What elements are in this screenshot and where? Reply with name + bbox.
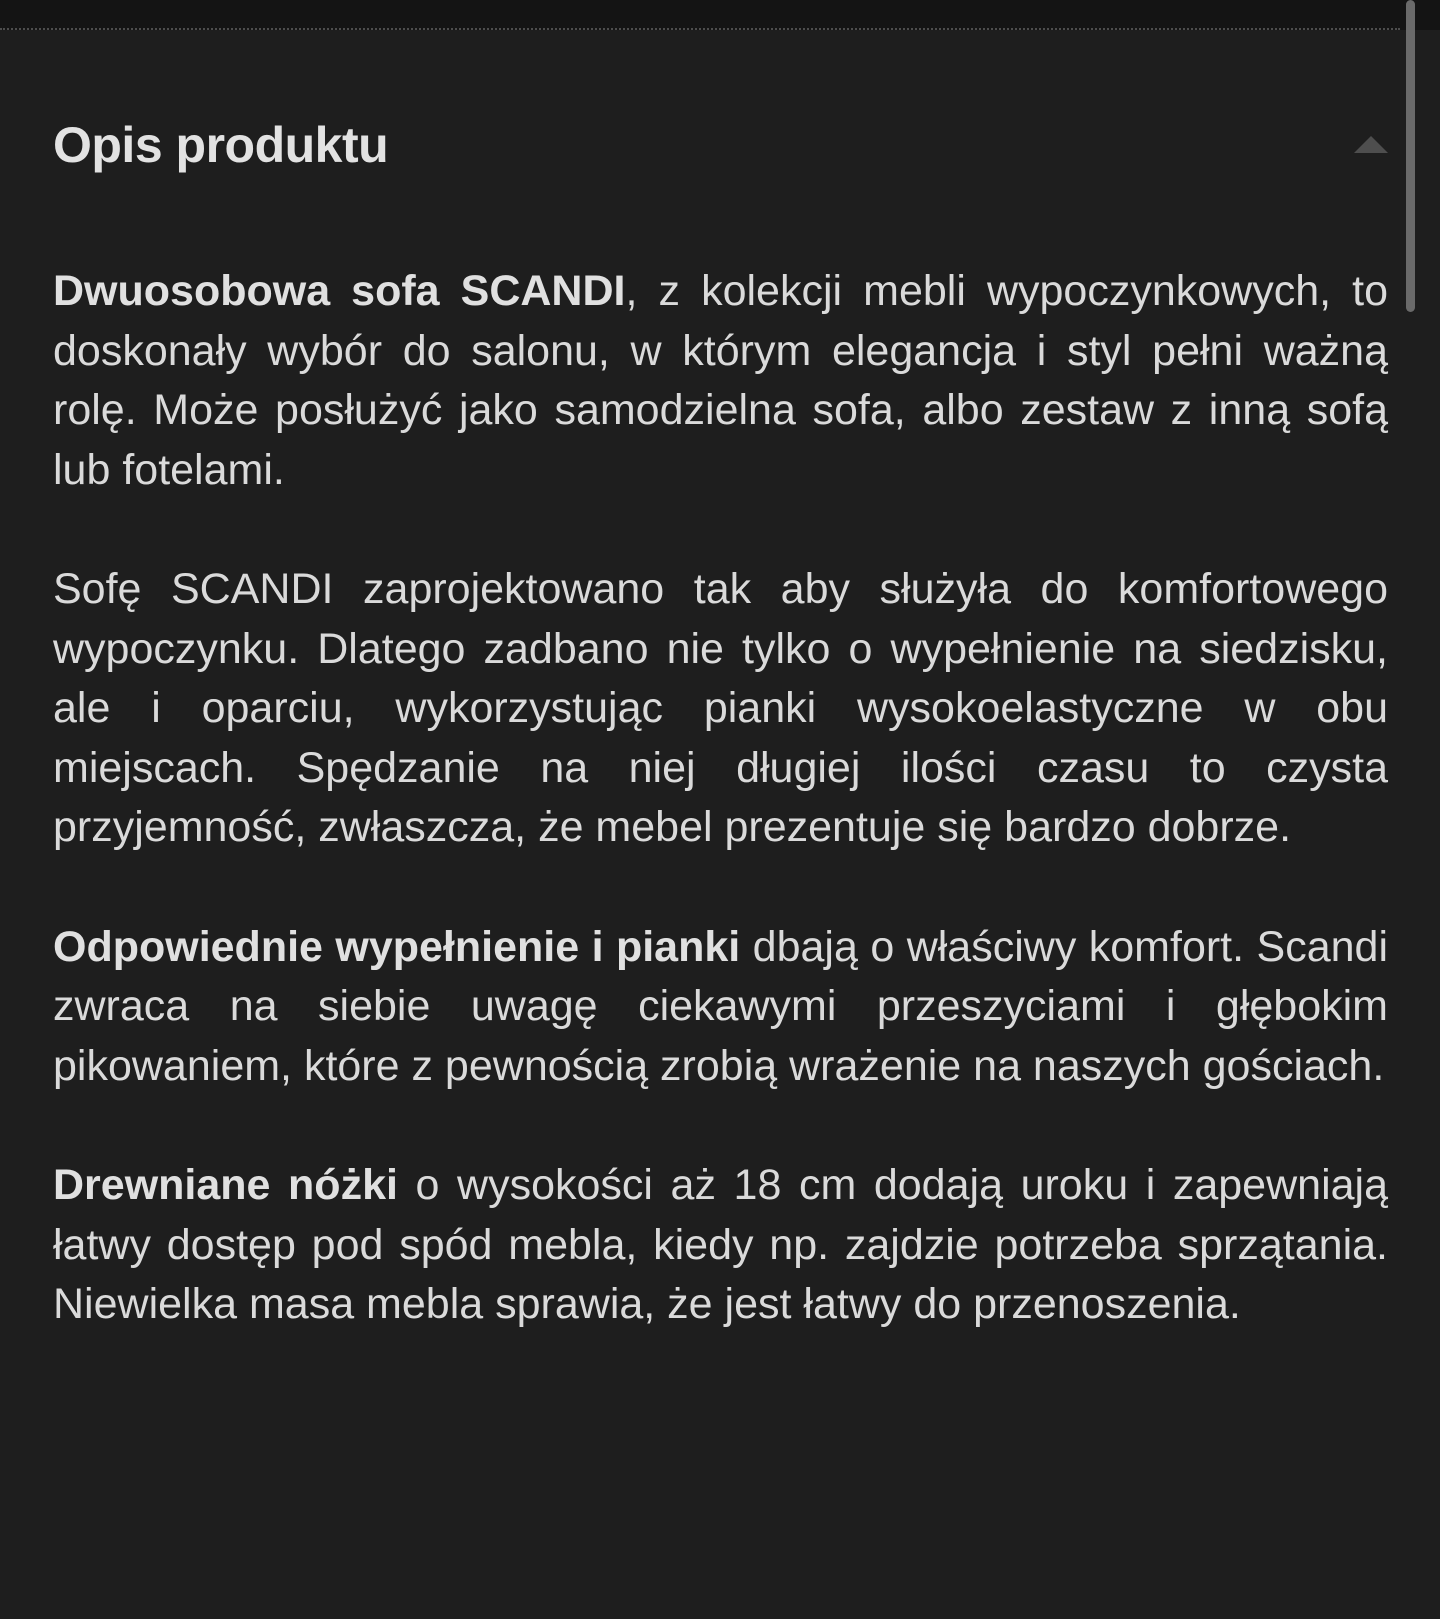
product-description-header[interactable] — [53, 110, 1390, 180]
top-bar — [0, 0, 1440, 30]
scrollbar-thumb[interactable] — [1406, 0, 1415, 312]
chevron-up-icon[interactable] — [1354, 136, 1388, 153]
description-paragraph — [53, 560, 1388, 858]
paragraph-emphasis: Drewniane nóżki — [53, 1161, 398, 1209]
paragraph-text: o wysokości aż 18 cm dodają uroku i zapewniają łatwy dostęp pod spód mebla, kiedy np. zajdzie potrzeba sprzątania. Niewielka masa mebla sprawia, że jest łatwy do przenoszenia. — [53, 1161, 1388, 1328]
section-title: Opis produktu — [53, 117, 389, 173]
description-paragraph — [53, 262, 1388, 500]
paragraph-text: Sofę SCANDI zaprojektowano tak aby służyła do komfortowego wypoczynku. Dlatego zadbano nie tylko o wypełnienie na siedzisku, ale i oparciu, wykorzystując pianki wysokoelastyczne w obu miejscach. Spędzanie na niej długiej ilości czasu to czysta przyjemność, zwłaszcza, że mebel prezentuje się bardzo dobrze. — [53, 565, 1388, 851]
paragraph-emphasis: Dwuosobowa sofa SCANDI — [53, 267, 626, 315]
paragraph-emphasis: Odpowiednie wypełnienie i pianki — [53, 922, 741, 971]
description-paragraph — [53, 1156, 1388, 1335]
scrollbar[interactable] — [1400, 0, 1440, 1619]
description-paragraph — [53, 918, 1388, 1097]
paragraph-text: dbają o właściwy komfort. Scandi zwraca na siebie uwagę ciekawymi przeszyciami i głębokim pikowaniem, które z pewnością zrobią wrażenie na naszych gościach. — [53, 922, 1388, 1090]
paragraph-text: , z kolekcji mebli wypoczynkowych, to doskonały wybór do salonu, w którym elegancja i styl pełni ważną rolę. Może posłużyć jako samodzielna sofa, albo zestaw z inną sofą lub fotelami. — [53, 267, 1388, 494]
product-description-body — [53, 262, 1388, 1395]
section-divider — [0, 28, 1400, 30]
